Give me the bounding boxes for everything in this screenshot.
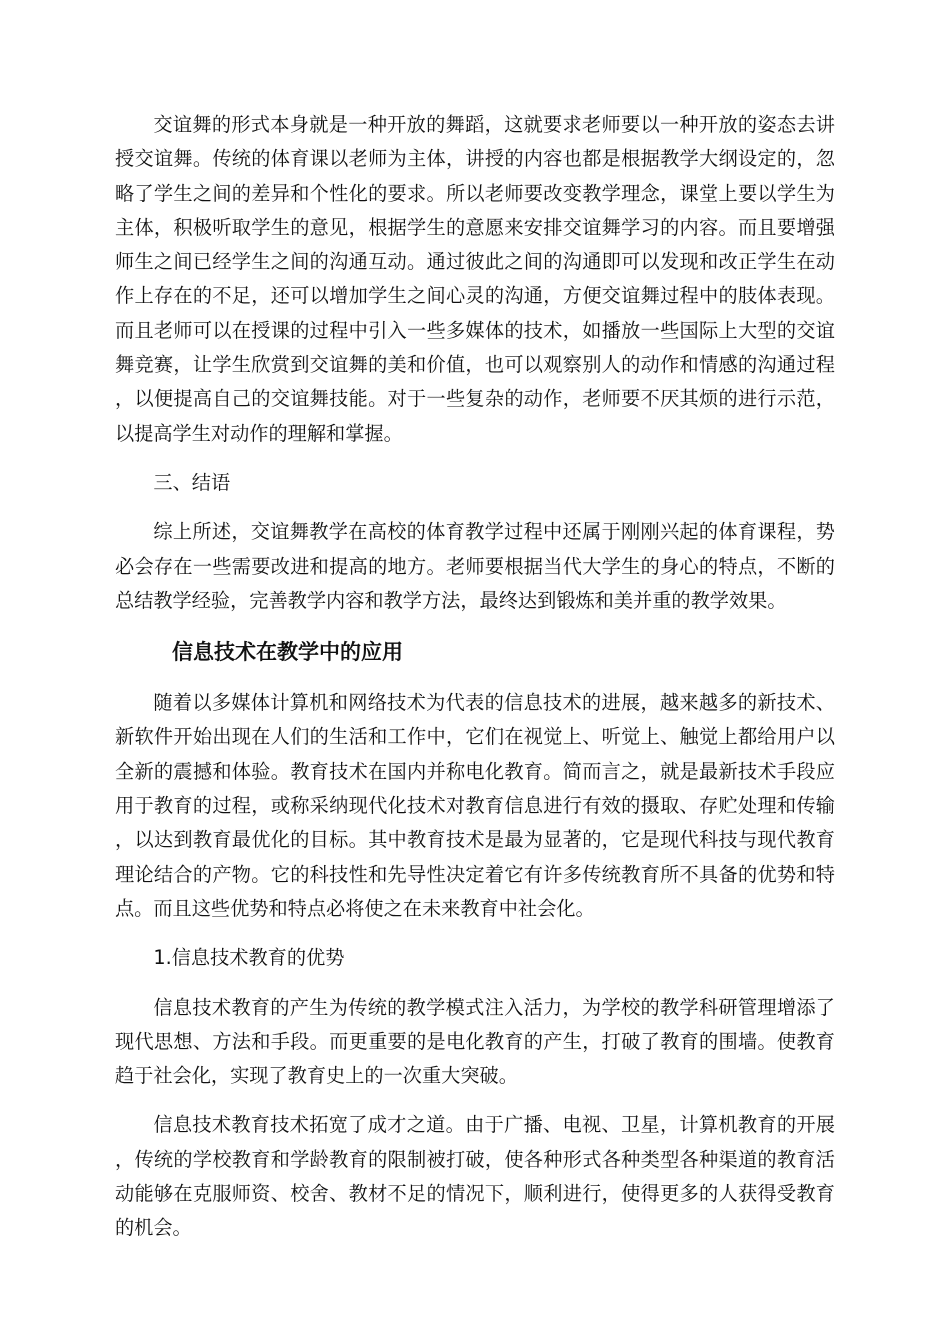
article-title: 信息技术在教学中的应用	[172, 640, 403, 665]
spacer	[115, 618, 835, 635]
spacer	[115, 976, 835, 991]
spacer	[115, 926, 835, 941]
paragraph-conclusion: 综上所述，交谊舞教学在高校的体育教学过程中还属于刚刚兴起的体育课程，势必会存在一些需要改进和提高的地方。老师要根据当代大学生的身心的特点，不断的总结教学经验，完善教学内容和教学方法，最终达到锻炼和美并重的教学效果。	[115, 520, 835, 612]
paragraph-advantage-1: 信息技术教育的产生为传统的教学模式注入活力，为学校的教学科研管理增添了现代思想、方法和手段。而更重要的是电化教育的产生，打破了教育的围墙。使教育趋于社会化，实现了教育史上的一次重大突破。	[115, 995, 835, 1088]
section-heading-advantage: 1.信息技术教育的优势	[153, 946, 345, 970]
section-heading-conclusion: 三、结语	[153, 470, 231, 494]
paragraph-dance-teaching: 交谊舞的形式本身就是一种开放的舞蹈，这就要求老师要以一种开放的姿态去讲授交谊舞。传统的体育课以老师为主体，讲授的内容也都是根据教学大纲设定的，忽略了学生之间的差异和个性化的要求。所以老师要改变教学理念，课堂上要以学生为主体，积极听取学生的意见，根据学生的意愿来安排交谊舞学习的内容。而且要增强师生之间已经学生之间的沟通互动。通过彼此之间的沟通即可以发现和改正学生在动作上存在的不足，还可以增加学生之间心灵的沟通，方便交谊舞过程中的肢体表现。而且老师可以在授课的过程中引入一些多媒体的技术，如播放一些国际上大型的交谊舞竞赛，让学生欣赏到交谊舞的美和价值，也可以观察别人的动作和情感的沟通过程，以便提高自己的交谊舞技能。对于一些复杂的动作，老师要不厌其烦的进行示范，以提高学生对动作的理解和掌握。	[115, 113, 835, 445]
document-page	[115, 108, 835, 1246]
paragraph-info-tech-intro: 随着以多媒体计算机和网络技术为代表的信息技术的进展，越来越多的新技术、新软件开始出现在人们的生活和工作中，它们在视觉上、听觉上、触觉上都给用户以全新的震撼和体验。教育技术在国内并称电化教育。简而言之，就是最新技术手段应用于教育的过程，或称采纳现代化技术对教育信息进行有效的摄取、存贮处理和传输，以达到教育最优化的目标。其中教育技术是最为显著的，它是现代科技与现代教育理论结合的产物。它的科技性和先导性决定着它有许多传统教育所不具备的优势和特点。而且这些优势和特点必将使之在未来教育中社会化。	[115, 691, 835, 920]
spacer	[115, 1093, 835, 1108]
spacer	[115, 500, 835, 515]
paragraph-advantage-2: 信息技术教育技术拓宽了成才之道。由于广播、电视、卫星，计算机教育的开展，传统的学校教育和学龄教育的限制被打破，使各种形式各种类型各种渠道的教育活动能够在克服师资、校舍、教材不足的情况下，顺利进行，使得更多的人获得受教育的机会。	[115, 1113, 835, 1240]
spacer	[115, 669, 835, 686]
spacer	[115, 451, 835, 466]
